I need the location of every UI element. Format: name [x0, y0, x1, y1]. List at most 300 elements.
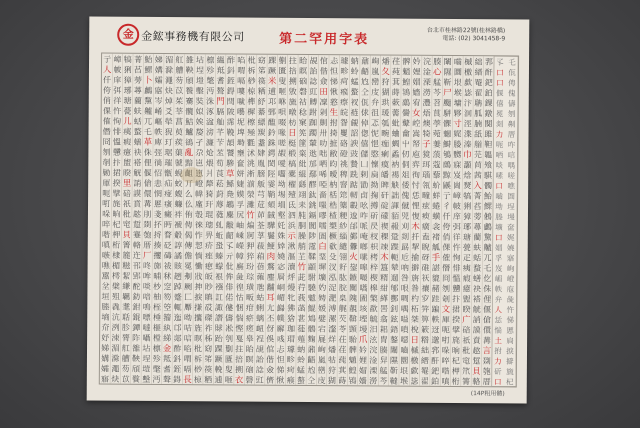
table-char: 檩 — [152, 344, 161, 354]
table-char: 逖 — [308, 149, 317, 159]
table-char: 侏 — [143, 148, 152, 158]
table-char: 箜 — [163, 302, 172, 313]
table-char: 悃 — [235, 303, 244, 313]
table-char: 諛 — [350, 139, 359, 149]
table-char: 蹁 — [431, 304, 440, 314]
table-char: 浞 — [328, 283, 337, 293]
table-char: 莼 — [391, 67, 400, 77]
table-char: 璜 — [246, 282, 255, 292]
table-char: 苡 — [121, 374, 130, 384]
table-char: 寐 — [453, 160, 462, 170]
table-char: 仫 — [184, 199, 193, 210]
table-char: 堙 — [359, 314, 368, 324]
radical-header-char: 入 — [473, 181, 482, 192]
table-char: 螓 — [215, 251, 224, 261]
table-char: 輒 — [173, 303, 182, 313]
table-char: 蠓 — [215, 262, 224, 272]
table-char: 踅 — [472, 356, 481, 366]
table-char: 駘 — [348, 335, 357, 345]
table-char: 耔 — [338, 262, 348, 272]
table-char: 詔 — [350, 128, 359, 138]
table-char: 嶂 — [113, 55, 122, 65]
table-char: 萁 — [338, 366, 347, 376]
table-char: 悱 — [452, 263, 461, 273]
table-char: 唏 — [319, 169, 328, 180]
table-char: 苊 — [256, 200, 265, 210]
table-char: 琊 — [123, 86, 132, 96]
table-char: 舁 — [379, 356, 388, 366]
table-char: 揆 — [112, 178, 121, 188]
table-char: 癔 — [462, 284, 471, 294]
table-char: 檫 — [247, 117, 256, 127]
index-char: 媢 — [494, 243, 503, 253]
table-char: 荸 — [432, 119, 441, 129]
table-char: 毖 — [410, 376, 419, 386]
table-char: 芡 — [338, 314, 347, 324]
table-char: 溱 — [463, 140, 472, 150]
table-char: 傖 — [143, 179, 152, 189]
table-char: 柝 — [247, 66, 256, 76]
table-char: 浜 — [287, 221, 296, 231]
table-char: 浣 — [422, 57, 432, 67]
table-char: 侏 — [483, 284, 492, 294]
table-char: 賻 — [309, 97, 318, 107]
table-char: 頎 — [131, 364, 141, 374]
table-char: 竦 — [380, 242, 389, 252]
table-char: 芴 — [121, 364, 130, 374]
table-char: 莨 — [215, 169, 224, 179]
table-char: 偕 — [319, 66, 328, 76]
index-char: 啖 — [495, 160, 504, 170]
table-char: 琨 — [205, 210, 214, 220]
table-char: 紓 — [257, 97, 266, 107]
table-char: 仟 — [442, 212, 451, 222]
table-char: 玕 — [205, 200, 214, 210]
table-char: 欷 — [328, 242, 337, 252]
index-char: 弁 — [494, 294, 503, 305]
table-char: 柚 — [153, 292, 162, 302]
index-char: 俜 — [508, 78, 516, 88]
table-char: 喈 — [101, 230, 111, 240]
table-char: 抃 — [112, 158, 121, 168]
table-char: 瓠 — [381, 118, 390, 128]
table-char: 妗 — [412, 57, 421, 67]
table-char: 猁 — [463, 201, 472, 211]
table-char: 趑 — [133, 209, 142, 219]
table-char: 啜 — [278, 118, 287, 128]
table-char: 嫫 — [236, 190, 245, 200]
index-char: 佤 — [508, 68, 516, 78]
index-char: 呃 — [495, 140, 504, 150]
table-char: 哚 — [441, 346, 450, 356]
table-char: 虢 — [174, 158, 183, 168]
table-char: 輅 — [132, 240, 141, 250]
table-char: 疃 — [422, 191, 431, 201]
table-char: 賕 — [214, 323, 223, 333]
table-char: 菡 — [297, 303, 306, 313]
table-char: 幞 — [276, 314, 285, 324]
index-char: 斫 — [494, 367, 502, 377]
table-char: 辇 — [390, 263, 399, 273]
table-char: 乇 — [143, 127, 152, 137]
table-char: 愀 — [329, 87, 338, 97]
table-char: 窆 — [163, 282, 172, 292]
table-char: 惘 — [153, 189, 162, 199]
table-char: 拗 — [370, 180, 379, 190]
table-char: 甑 — [164, 168, 173, 178]
table-char: 酆 — [390, 294, 399, 304]
table-char: 徨 — [235, 282, 244, 292]
table-char: 簌 — [421, 325, 430, 335]
table-char: 巒 — [371, 77, 380, 87]
table-char: 疥 — [205, 241, 214, 251]
table-char: 遛 — [390, 273, 399, 283]
radical-header-char: 門 — [216, 97, 225, 108]
company-name: 金鋐事務機有限公司 — [141, 29, 245, 44]
table-char: 隰 — [443, 67, 452, 77]
table-char: 樗 — [111, 271, 121, 281]
table-char: 黧 — [144, 96, 153, 106]
table-char: 忐 — [276, 344, 285, 355]
table-char: 娭 — [195, 117, 204, 127]
table-char: 瞑 — [245, 355, 254, 365]
table-char: 靚 — [349, 304, 358, 314]
table-char: 桀 — [410, 314, 419, 325]
table-char: 浣 — [369, 345, 378, 355]
table-char: 鯀 — [226, 179, 235, 189]
table-char: 舡 — [175, 55, 184, 65]
table-char: 膂 — [121, 333, 130, 343]
table-char: 綦 — [257, 107, 266, 117]
table-char: 踟 — [309, 118, 318, 128]
table-char: 圜 — [400, 356, 409, 366]
table-char: 埤 — [236, 128, 245, 138]
table-char: 稞 — [380, 232, 389, 242]
table-char: 狒 — [287, 303, 296, 313]
table-char: 囈 — [236, 107, 245, 117]
table-char: 疳 — [245, 303, 254, 313]
table-char: 祆 — [421, 273, 430, 283]
table-char: 黌 — [401, 108, 411, 118]
table-char: 娉 — [318, 293, 327, 303]
index-char: 岌 — [494, 264, 503, 274]
table-char: 灝 — [463, 160, 472, 170]
table-char: 旌 — [194, 323, 203, 333]
table-char: 蜢 — [297, 365, 306, 375]
table-char: 鞘 — [267, 190, 276, 200]
index-char: 奩 — [507, 222, 515, 232]
table-char: 艚 — [121, 354, 130, 364]
table-char: 呃 — [102, 189, 111, 199]
table-char: 銚 — [308, 200, 317, 210]
table-char: 罨 — [420, 366, 429, 376]
table-char: 鈦 — [308, 190, 317, 200]
table-char: 媛 — [318, 304, 327, 314]
table-char: 瑭 — [462, 232, 472, 242]
table-char: 俚 — [483, 294, 492, 304]
table-char: 倌 — [319, 56, 328, 66]
table-char: 茛 — [432, 108, 441, 118]
table-char: 晌 — [451, 346, 460, 356]
table-char: 茈 — [297, 272, 306, 283]
table-char: 頡 — [226, 138, 235, 148]
radical-header-char: 生 — [329, 108, 339, 119]
table-char: 艏 — [473, 140, 483, 150]
index-char: 嗟 — [507, 171, 516, 181]
table-char: 猞 — [287, 314, 296, 324]
table-char: 唵 — [359, 232, 368, 242]
table-char: 姘 — [236, 169, 245, 179]
table-char: 恂 — [113, 116, 122, 127]
table-char: 蠊 — [174, 199, 183, 209]
table-char: 蟥 — [432, 212, 441, 222]
table-char: 蒡 — [473, 212, 482, 222]
index-char: 偃 — [496, 88, 504, 98]
table-char: 唁 — [183, 334, 192, 344]
table-char: 痤 — [204, 251, 214, 261]
table-char: 嗔 — [441, 377, 450, 387]
table-char: 繇 — [298, 180, 307, 190]
table-char: 痂 — [381, 139, 390, 149]
table-char: 薷 — [391, 108, 400, 118]
index-char: 拊 — [494, 346, 502, 356]
table-char: 俎 — [401, 170, 410, 180]
table-char: 寤 — [154, 86, 163, 96]
table-char: 毓 — [369, 314, 378, 324]
table-char: 椋 — [247, 86, 256, 97]
table-char: 蜩 — [391, 139, 400, 149]
table-char: 氐 — [287, 200, 296, 210]
table-char: 拄 — [235, 344, 244, 354]
table-char: 糍 — [122, 261, 131, 271]
table-char: 洄 — [463, 109, 472, 119]
table-char: 歔 — [410, 366, 419, 376]
radical-header-char: 火 — [349, 252, 358, 263]
table-char: 嶝 — [195, 179, 204, 189]
table-char: 覘 — [255, 344, 264, 354]
table-char: 涑 — [111, 333, 120, 343]
radical-header-char: 衣 — [234, 375, 244, 386]
table-char: 耆 — [162, 364, 171, 374]
table-char: 襁 — [215, 282, 224, 292]
table-char: 悒 — [370, 139, 379, 149]
table-char: 冓 — [143, 199, 152, 209]
table-char: 笊 — [462, 366, 471, 376]
table-char: 鰉 — [348, 366, 357, 376]
index-radical-char: 力 — [495, 129, 504, 140]
table-char: 檩 — [206, 55, 215, 65]
table-char: 瘛 — [204, 261, 213, 272]
table-char: 縉 — [420, 356, 429, 366]
table-char: 艚 — [175, 65, 184, 75]
table-char: 瓴 — [422, 181, 431, 191]
table-char: 窨 — [339, 180, 348, 190]
table-char: 瘐 — [421, 211, 430, 221]
table-char: 磔 — [204, 313, 213, 323]
table-char: 咚 — [142, 261, 152, 271]
table-char: 鈐 — [267, 128, 276, 138]
table-char: 窀 — [122, 220, 131, 230]
table-char: 掊 — [235, 355, 244, 365]
table-char: 苘 — [473, 160, 482, 170]
table-char: 轂 — [349, 201, 358, 211]
radical-header-char: 文 — [441, 304, 451, 315]
character-table-sheet — [87, 16, 530, 403]
table-char: 紗 — [339, 221, 348, 231]
table-char: 圄 — [318, 231, 327, 241]
table-char: 煨 — [205, 158, 214, 168]
table-char: 艉 — [338, 304, 347, 314]
table-char: 琚 — [164, 148, 173, 158]
table-char: 諏 — [214, 303, 223, 313]
table-char: 鸕 — [144, 86, 153, 96]
table-char: 秭 — [204, 334, 213, 344]
table-char: 諄 — [174, 241, 183, 251]
table-char: 胍 — [474, 109, 483, 119]
table-char: 亍 — [103, 55, 112, 65]
table-char: 墀 — [318, 262, 327, 272]
table-char: 忐 — [330, 56, 339, 66]
table-char: 齠 — [225, 231, 234, 241]
table-char: 殂 — [111, 292, 120, 302]
table-char: 愍 — [370, 149, 379, 159]
table-char: 咑 — [441, 335, 450, 345]
table-char: 呦 — [183, 313, 192, 323]
table-char: 闈 — [389, 345, 399, 355]
table-char: 荏 — [338, 345, 347, 355]
table-char: 茜 — [473, 171, 482, 181]
table-char: 觥 — [133, 168, 142, 178]
table-char: 譖 — [214, 313, 223, 323]
table-char: 蛞 — [473, 253, 482, 263]
table-char: 俏 — [442, 232, 451, 242]
table-char: 褡 — [472, 294, 481, 304]
table-char: 尕 — [195, 148, 204, 158]
table-char: 氅 — [206, 76, 215, 86]
table-char: 坳 — [277, 179, 286, 190]
table-char: 燔 — [381, 56, 390, 67]
table-char: 螭 — [256, 313, 265, 323]
table-char: 尻 — [236, 210, 245, 220]
table-char: 苤 — [215, 148, 225, 158]
table-char: 羝 — [216, 66, 225, 76]
table-char: 囓 — [277, 169, 286, 179]
index-char: 惴 — [494, 325, 502, 335]
table-char: 咎 — [400, 273, 409, 283]
table-char: 髖 — [185, 107, 194, 117]
table-char: 仡 — [483, 274, 492, 284]
table-char: 雎 — [484, 129, 493, 139]
table-char: 憝 — [329, 97, 338, 107]
table-char: 勗 — [401, 242, 410, 252]
table-char: 厙 — [441, 315, 450, 325]
table-char: 嗔 — [101, 240, 110, 250]
table-char: 泗 — [287, 211, 296, 221]
table-char: 褡 — [133, 158, 142, 168]
table-char: 冓 — [482, 336, 491, 346]
table-char: 漯 — [328, 314, 337, 324]
table-char: 疋 — [462, 253, 471, 263]
table-char: 葑 — [215, 189, 224, 199]
table-char: 濂 — [205, 138, 214, 148]
table-char: 啐 — [102, 220, 111, 230]
table-char: 仞 — [401, 149, 410, 159]
table-char: 偬 — [360, 129, 369, 139]
table-char: 殄 — [206, 66, 215, 76]
index-char: 孓 — [496, 57, 504, 67]
radical-header-char: 亂 — [184, 148, 194, 159]
table-char: 昀 — [329, 159, 338, 169]
table-char: 檗 — [111, 281, 120, 292]
table-char: 沔 — [206, 86, 215, 96]
table-char: 霈 — [226, 117, 235, 127]
table-char: 髀 — [348, 345, 357, 355]
index-char: 帙 — [494, 284, 503, 294]
table-char: 嬙 — [358, 376, 367, 386]
table-char: 澇 — [422, 88, 431, 98]
table-char: 禳 — [421, 284, 430, 294]
table-char: 拄 — [288, 56, 297, 66]
table-char: 聃 — [474, 98, 483, 108]
table-char: 槭 — [410, 345, 419, 355]
table-char: 汨 — [369, 325, 378, 335]
table-char: 虺 — [256, 282, 265, 293]
table-char: 粢 — [298, 149, 307, 159]
table-char: 胤 — [257, 159, 266, 169]
table-char: 癔 — [123, 147, 132, 158]
table-char: 脘 — [338, 283, 347, 293]
table-char: 盥 — [123, 158, 132, 168]
table-char: 圜 — [453, 67, 462, 77]
table-char: 獍 — [422, 150, 431, 160]
table-char: 祜 — [298, 97, 307, 107]
table-char: 啗 — [237, 55, 246, 66]
table-char: 嘬 — [359, 273, 368, 283]
table-char: 怙 — [235, 293, 244, 303]
table-char: 榧 — [152, 323, 161, 333]
table-char: 帔 — [452, 201, 461, 211]
index-char: 悌 — [506, 315, 515, 325]
table-char: 旄 — [451, 335, 461, 345]
table-char: 郯 — [173, 333, 182, 344]
table-char: 猗 — [205, 189, 214, 199]
table-char: 墼 — [142, 374, 151, 385]
table-char: 睽 — [462, 305, 471, 315]
table-char: 擘 — [452, 325, 461, 335]
table-char: 迤 — [173, 313, 182, 323]
table-char: 仟 — [103, 75, 112, 85]
radical-header-char: 里 — [122, 178, 132, 189]
table-char: 荇 — [297, 283, 306, 293]
table-char: 鋙 — [390, 325, 399, 335]
table-char: 癀 — [421, 222, 430, 232]
table-char: 秕 — [122, 209, 131, 219]
table-char: 蒺 — [174, 138, 183, 148]
table-char: 喈 — [441, 366, 450, 376]
table-title: 第二罕用字表 — [279, 31, 370, 48]
table-char: 瞋 — [204, 292, 213, 302]
table-char: 齇 — [144, 106, 153, 116]
table-char: 碓 — [421, 263, 430, 273]
table-char: 酡 — [132, 282, 141, 292]
table-char: 蜷 — [432, 201, 441, 211]
table-char: 槊 — [328, 221, 338, 231]
table-char: 鈁 — [132, 292, 141, 302]
table-char: 銍 — [226, 76, 235, 86]
table-char: 棣 — [112, 251, 121, 261]
table-char: 擗 — [411, 263, 420, 273]
radical-header-char: 木 — [380, 252, 389, 263]
